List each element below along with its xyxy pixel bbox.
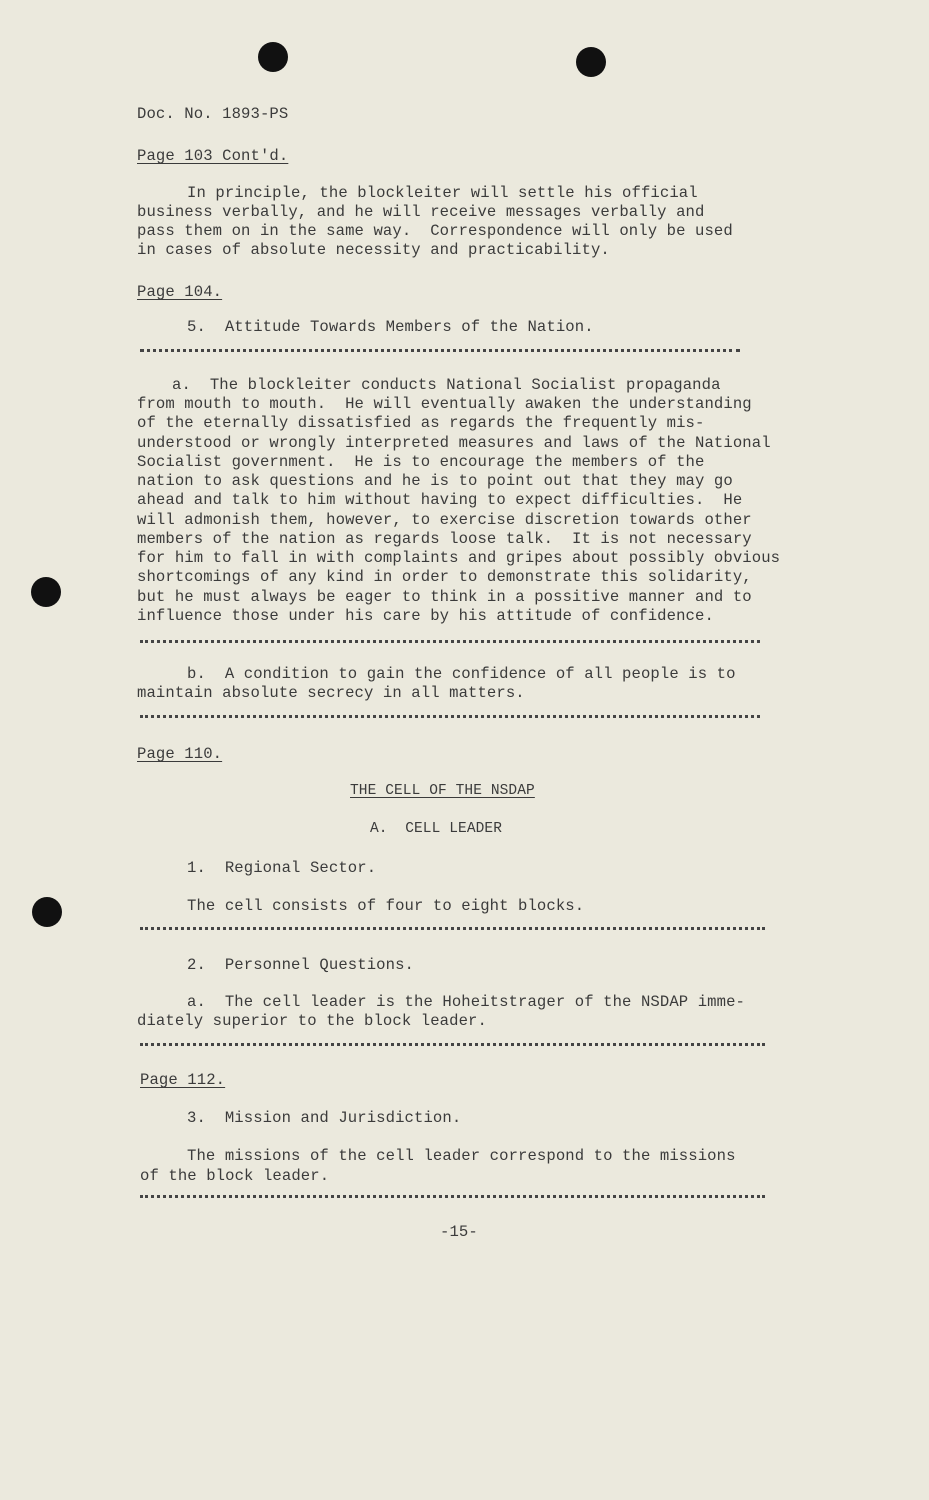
page-number: -15- bbox=[440, 1223, 478, 1241]
text-line: will admonish them, however, to exercise discretion towards other bbox=[137, 511, 752, 529]
page-heading: Page 112. bbox=[140, 1071, 226, 1089]
doc-number: Doc. No. 1893-PS bbox=[137, 105, 289, 123]
text-line: of the block leader. bbox=[140, 1167, 330, 1185]
text-line: shortcomings of any kind in order to demonstrate this solidarity, bbox=[137, 568, 752, 586]
text-line: The cell consists of four to eight blocks. bbox=[187, 897, 585, 915]
text-line: b. A condition to gain the confidence of all people is to bbox=[187, 665, 736, 683]
section-heading: 3. Mission and Jurisdiction. bbox=[187, 1109, 462, 1127]
text-line: of the eternally dissatisfied as regards the frequently mis- bbox=[137, 414, 705, 432]
text-line: understood or wrongly interpreted measures and laws of the National bbox=[137, 434, 771, 452]
section-heading: 5. Attitude Towards Members of the Nation. bbox=[187, 318, 594, 336]
text-line: from mouth to mouth. He will eventually awaken the understanding bbox=[137, 395, 752, 413]
text-line: maintain absolute secrecy in all matters. bbox=[137, 684, 525, 702]
text-line: a. The blockleiter conducts National Socialist propaganda bbox=[172, 376, 721, 394]
punch-hole bbox=[31, 577, 61, 607]
text-line: but he must always be eager to think in a possitive manner and to bbox=[137, 588, 752, 606]
dotted-separator bbox=[140, 1043, 765, 1046]
text-line: nation to ask questions and he is to point out that they may go bbox=[137, 472, 733, 490]
punch-hole bbox=[32, 897, 62, 927]
dotted-separator bbox=[140, 349, 740, 352]
text-line: for him to fall in with complaints and gripes about possibly obvious bbox=[137, 549, 781, 567]
text-line: diately superior to the block leader. bbox=[137, 1012, 487, 1030]
chapter-subtitle: A. CELL LEADER bbox=[370, 821, 503, 837]
text-line: members of the nation as regards loose talk. It is not necessary bbox=[137, 530, 752, 548]
text-line: a. The cell leader is the Hoheitstrager of the NSDAP imme- bbox=[187, 993, 746, 1011]
page-heading: Page 110. bbox=[137, 745, 223, 763]
punch-hole bbox=[576, 47, 606, 77]
text-line: pass them on in the same way. Correspondence will only be used bbox=[137, 222, 733, 240]
text-line: Socialist government. He is to encourage the members of the bbox=[137, 453, 705, 471]
text-line: influence those under his care by his attitude of confidence. bbox=[137, 607, 714, 625]
section-heading: 2. Personnel Questions. bbox=[187, 956, 414, 974]
text-line: business verbally, and he will receive messages verbally and bbox=[137, 203, 705, 221]
text-line: In principle, the blockleiter will settle his official bbox=[187, 184, 698, 202]
page-heading: Page 103 Cont'd. bbox=[137, 147, 289, 165]
dotted-separator bbox=[140, 640, 760, 643]
dotted-separator bbox=[140, 1195, 765, 1198]
dotted-separator bbox=[140, 715, 760, 718]
section-heading: 1. Regional Sector. bbox=[187, 859, 377, 877]
page-heading: Page 104. bbox=[137, 283, 223, 301]
dotted-separator bbox=[140, 927, 765, 930]
text-line: The missions of the cell leader correspond to the missions bbox=[187, 1147, 736, 1165]
text-line: ahead and talk to him without having to expect difficulties. He bbox=[137, 491, 743, 509]
chapter-title: THE CELL OF THE NSDAP bbox=[350, 783, 535, 799]
text-line: in cases of absolute necessity and practicability. bbox=[137, 241, 610, 259]
punch-hole bbox=[258, 42, 288, 72]
